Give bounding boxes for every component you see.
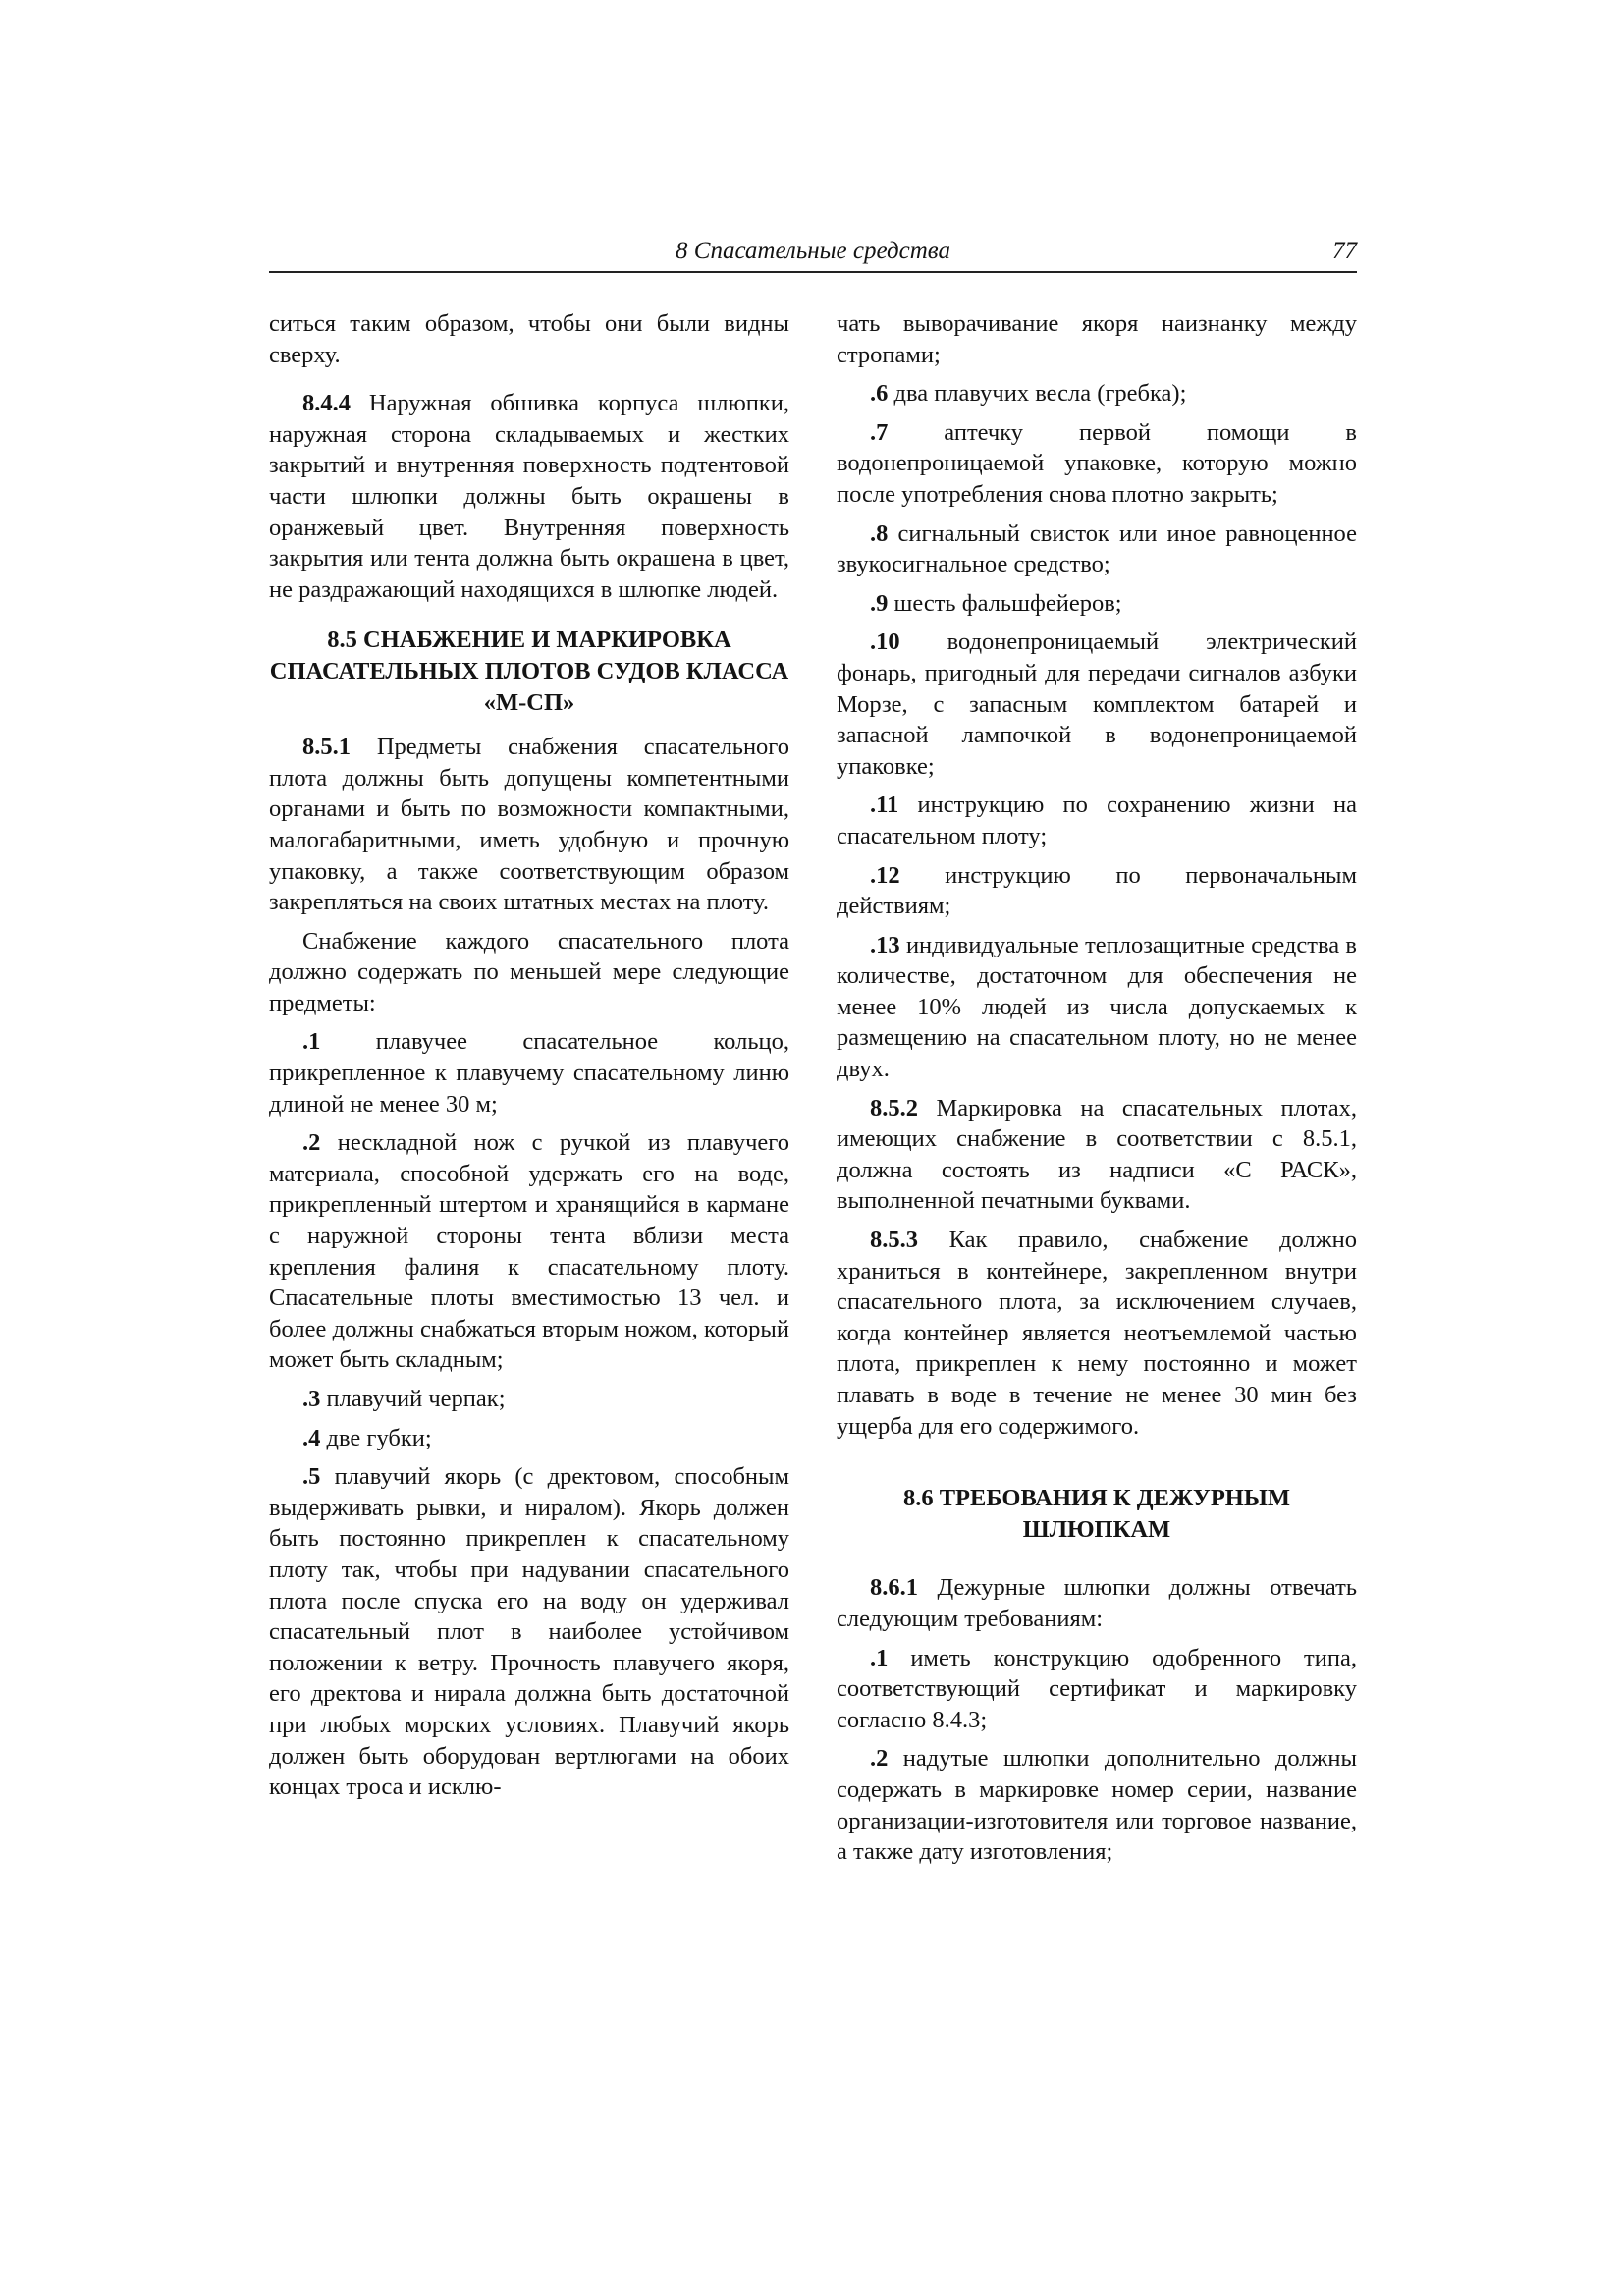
clause-number: 8.4.4 <box>302 390 351 417</box>
item-number: .6 <box>870 380 889 408</box>
list-item <box>837 1643 1357 1736</box>
item-number: .1 <box>870 1644 889 1671</box>
list-item <box>837 860 1357 922</box>
item-number: .10 <box>870 629 900 656</box>
clause-number: 8.5.3 <box>870 1227 918 1254</box>
section-heading-8-6: 8.6 ТРЕБОВАНИЯ К ДЕЖУРНЫМ ШЛЮПКАМ <box>902 1485 1291 1543</box>
item-number: .11 <box>870 792 899 819</box>
clause-8-5-3 <box>837 1225 1357 1442</box>
item-number: .7 <box>870 418 889 446</box>
list-item <box>837 378 1357 410</box>
paragraph <box>269 926 789 1019</box>
clause-text: Наружная обшивка корпуса шлюпки, наружная сторона складываемых и жестких закрытий и внутренняя поверхность подтентовой части шлюпки должны быть окрашены в оранжевый цвет. Внутренняя поверхность закрытия или тента должна быть окрашена в цвет, не раздражающий находящихся в шлюпке людей. <box>269 390 789 603</box>
paragraph <box>837 308 1357 370</box>
list-item <box>837 417 1357 511</box>
clause-8-6-1 <box>837 1572 1357 1634</box>
item-text: плавучее спасательное кольцо, прикрепленное к плавучему спасательному линю длиной не менее 30 м; <box>269 1028 789 1118</box>
item-number: .1 <box>302 1028 321 1056</box>
list-item <box>837 930 1357 1085</box>
item-number: .12 <box>870 861 900 889</box>
paragraph-text: Снабжение каждого спасательного плота должно содержать по меньшей мере следующие предметы: <box>269 927 789 1016</box>
item-text: индивидуальные теплозащитные средства в количестве, достаточном для обеспечения не менее 10% людей из числа допускаемых к размещению на спасательном плоту, но не менее двух. <box>837 931 1357 1083</box>
clause-text: Как правило, снабжение должно храниться в контейнере, закрепленном внутри спасательного плота, за исключением случаев, когда контейнер является неотъемлемой частью плота, прикреплен к нему постоянно и может плавать в воде в течение не менее 30 мин без ущерба для его содержимого. <box>837 1227 1357 1440</box>
item-text: две губки; <box>320 1424 432 1451</box>
list-item <box>269 1127 789 1376</box>
clause-8-5-2 <box>837 1093 1357 1217</box>
list-item <box>269 1026 789 1120</box>
list-item <box>837 519 1357 580</box>
running-header <box>269 234 1357 273</box>
item-text: плавучий якорь (с дректовом, способным выдерживать рывки, и ниралом). Якорь должен быть постоянно прикреплен к спасательному плоту так, чтобы при надувании спасательного плота после спуска его на воду он удерживал спасательный плот в наиболее устойчивом положении к ветру. Прочность плавучего якоря, его дректова и нирала должна быть достаточной при любых морских условиях. Плавучий якорь должен быть оборудован вертлюгами на обоих концах троса и исклю- <box>269 1463 789 1801</box>
item-number: .2 <box>302 1129 321 1157</box>
item-text: шесть фальшфейеров; <box>888 589 1122 617</box>
item-number: .8 <box>870 519 889 547</box>
clause-text: Дежурные шлюпки должны отвечать следующим требованиям: <box>837 1574 1357 1632</box>
paragraph-text: чать выворачивание якоря наизнанку между стропами; <box>837 310 1357 368</box>
item-text: инструкцию по сохранению жизни на спасательном плоту; <box>837 792 1357 849</box>
paragraph-text: ситься таким образом, чтобы они были видны сверху. <box>269 310 789 368</box>
list-item <box>269 1423 789 1454</box>
list-item <box>837 1743 1357 1867</box>
left-column <box>269 308 789 1811</box>
item-text: надутые шлюпки дополнительно должны содержать в маркировке номер серии, название организации-изготовителя или торговое название, а также дату изготовления; <box>837 1745 1357 1866</box>
clause-8-4-4 <box>269 388 789 605</box>
page-number: 77 <box>1332 238 1357 264</box>
list-item <box>269 1461 789 1803</box>
running-title: 8 Спасательные средства <box>676 238 950 264</box>
list-item <box>837 627 1357 782</box>
list-item <box>837 790 1357 851</box>
item-text: инструкцию по первоначальным действиям; <box>837 861 1357 920</box>
clause-number: 8.5.1 <box>302 734 351 761</box>
item-text: сигнальный свисток или иное равноценное звукосигнальное средство; <box>837 519 1357 578</box>
item-number: .13 <box>870 931 900 958</box>
paragraph <box>269 308 789 370</box>
item-number: .2 <box>870 1745 889 1773</box>
item-number: .3 <box>302 1386 321 1412</box>
item-text: плавучий черпак; <box>320 1386 506 1412</box>
item-text: водонепроницаемый электрический фонарь, пригодный для передачи сигналов азбуки Морзе, с запасным комплектом батарей и запасной лампочкой в водонепроницаемой упаковке; <box>837 629 1357 780</box>
list-item <box>837 588 1357 620</box>
item-text: два плавучих весла (гребка); <box>888 380 1187 408</box>
clause-text: Маркировка на спасательных плотах, имеющих снабжение в соответствии с 8.5.1, должна состоять из надписи «С РАСК», выполненной печатными буквами. <box>837 1094 1357 1215</box>
right-column <box>837 308 1357 1876</box>
item-number: .4 <box>302 1424 321 1451</box>
item-number: .5 <box>302 1463 321 1491</box>
clause-number: 8.5.2 <box>870 1094 918 1121</box>
clause-number: 8.6.1 <box>870 1574 918 1602</box>
clause-8-5-1 <box>269 732 789 918</box>
item-text: иметь конструкцию одобренного типа, соответствующий сертификат и маркировку согласно 8.4.3; <box>837 1644 1357 1733</box>
clause-text: Предметы снабжения спасательного плота должны быть допущены компетентными органами и быть по возможности компактными, малогабаритными, иметь удобную и прочную упаковку, а также соответствующим образом закрепляться на своих штатных местах на плоту. <box>269 734 789 916</box>
list-item <box>269 1384 789 1415</box>
item-number: .9 <box>870 589 889 617</box>
item-text: нескладной нож с ручкой из плавучего материала, способной удержать его на воде, прикрепленный штертом и хранящийся в кармане с наружной стороны тента вблизи места крепления фалиня к спасательному плоту. Спасательные плоты вместимостью 13 чел. и более должны снабжаться вторым ножом, который может быть складным; <box>269 1129 789 1374</box>
item-text: аптечку первой помощи в водонепроницаемой упаковке, которую можно после употребления снова плотно закрыть; <box>837 418 1357 508</box>
section-heading-8-5: 8.5 СНАБЖЕНИЕ И МАРКИРОВКА СПАСАТЕЛЬНЫХ ПЛОТОВ СУДОВ КЛАССА «М-СП» <box>269 627 789 716</box>
